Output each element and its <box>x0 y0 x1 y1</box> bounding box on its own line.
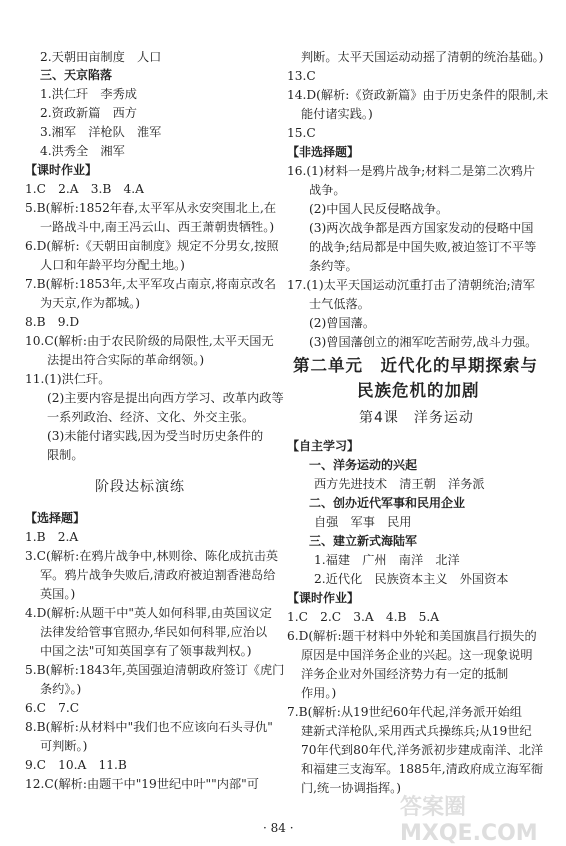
text-line: 1.福建 广州 南洋 北洋 <box>314 553 460 567</box>
section-heading: 【课时作业】 <box>287 591 360 605</box>
text-line: 能付诸实践。) <box>301 107 373 121</box>
page-number: · 84 · <box>263 821 294 835</box>
text-line: 判断。太平天国运动动摇了清朝的统治基础。) <box>301 50 544 64</box>
text-line: 战争。 <box>309 183 346 197</box>
section-title: 阶段达标演练 <box>95 479 185 495</box>
subsection-heading: 一、洋务运动的兴起 <box>309 458 418 472</box>
text-line: 11.(1)洪仁玕。 <box>25 372 111 386</box>
section-heading: 【课时作业】 <box>25 163 98 177</box>
text-line: 8.B 9.D <box>25 315 80 329</box>
text-line: 6.C 7.C <box>25 701 80 715</box>
text-line: 6.D(解析:《天朝田亩制度》规定不分男女,按照 <box>25 239 279 253</box>
section-heading: 三、天京陷落 <box>40 68 113 82</box>
text-line: 自强 军事 民用 <box>314 515 412 529</box>
text-line: 7.B(解析:1853年,太平军攻占南京,将南京改名 <box>25 277 277 291</box>
text-line: 5.B(解析:1843年,英国强迫清朝政府签订《虎门 <box>25 663 285 677</box>
text-line: 法律发给管事官照办,华民如何科罪,应治以 <box>40 625 268 639</box>
text-line: 建新式洋枪队,采用西式兵操练兵;从19世纪 <box>301 724 532 738</box>
text-line: 和福建三支海军。1885年,清政府成立海军衙 <box>301 762 544 776</box>
text-line: 一路战斗中,南王冯云山、西王萧朝贵牺牲。) <box>40 220 275 234</box>
text-line: 西方先进技术 清王朝 洋务派 <box>314 477 485 491</box>
text-line: 2.近代化 民族资本主义 外国资本 <box>314 572 509 586</box>
text-line: 中国之法"可知英国享有了领事裁判权。) <box>40 644 252 658</box>
section-heading: 【非选择题】 <box>287 145 360 159</box>
lesson-title: 第4课 洋务运动 <box>359 410 474 426</box>
text-line: 14.D(解析:《资政新篇》由于历史条件的限制,未 <box>287 88 549 102</box>
text-line: 1.C 2.C 3.A 4.B 5.A <box>287 610 440 624</box>
text-line: 12.C(解析:由题干中"19世纪中叶""内部"可 <box>25 777 259 791</box>
text-line: 3.湘军 洋枪队 淮军 <box>40 125 162 139</box>
text-line: 8.B(解析:从材料中"我们也不应该向石头寻仇" <box>25 720 273 734</box>
text-line: 一系列政治、经济、文化、外交主张。 <box>47 410 255 424</box>
text-line: 英国。) <box>40 587 76 601</box>
text-line: 士气低落。 <box>309 297 370 311</box>
text-line: 2.资政新篇 西方 <box>40 106 137 120</box>
text-line: 70年代到80年代,洋务派初步建成南洋、北洋 <box>301 743 544 757</box>
text-line: 条约等。 <box>309 259 358 273</box>
text-line: 16.(1)材料一是鸦片战争;材料二是第二次鸦片 <box>287 164 535 178</box>
text-line: 1.洪仁玕 李秀成 <box>40 87 137 101</box>
text-line: 4.洪秀全 湘军 <box>40 144 125 158</box>
text-line: 可判断。) <box>40 739 88 753</box>
text-line: 作用。) <box>301 686 337 700</box>
section-heading: 【自主学习】 <box>287 439 360 453</box>
text-line: (3)两次战争都是西方国家发动的侵略中国 <box>309 221 534 235</box>
subsection-heading: 三、建立新式海陆军 <box>309 534 418 548</box>
text-line: 原因是中国洋务企业的兴起。这一现象说明 <box>301 648 533 662</box>
text-line: (2)曾国藩。 <box>309 316 376 330</box>
text-line: 的战争;结局都是中国失败,被迫签订不平等 <box>309 240 537 254</box>
text-line: 3.C(解析:在鸦片战争中,林则徐、陈化成抗击英 <box>25 549 279 563</box>
text-line: 5.B(解析:1852年春,太平军从永安突围北上,在 <box>25 201 277 215</box>
unit-title: 民族危机的加剧 <box>357 381 480 400</box>
text-line: 为天京,作为都城。) <box>40 296 141 310</box>
text-line: 军。鸦片战争失败后,清政府被迫割香港岛给 <box>40 568 276 582</box>
text-line: 洋务企业对外国经济势力有一定的抵制 <box>301 667 509 681</box>
watermark: 答案圈 MXQE.COM <box>400 795 538 846</box>
text-line: 2.天朝田亩制度 人口 <box>40 50 162 64</box>
text-line: (3)未能付诸实践,因为受当时历史条件的 <box>47 429 264 443</box>
text-line: 1.B 2.A <box>25 530 79 544</box>
text-line: 10.C(解析:由于农民阶级的局限性,太平天国无 <box>25 334 274 348</box>
text-line: 条约》。) <box>40 682 82 696</box>
text-line: (3)曾国藩创立的湘军吃苦耐劳,战斗力强。 <box>309 335 538 349</box>
text-line: (2)中国人民反侵略战争。 <box>309 202 449 216</box>
text-line: 限制。 <box>47 448 84 462</box>
text-line: 法提出符合实际的革命纲领。) <box>47 353 205 367</box>
unit-title: 第二单元 近代化的早期探索与 <box>293 356 538 375</box>
text-line: 4.D(解析:从题干中"英人如何科罪,由英国议定 <box>25 606 272 620</box>
text-line: 人口和年龄平均分配土地。) <box>40 258 185 272</box>
text-line: 1.C 2.A 3.B 4.A <box>25 182 144 196</box>
text-line: (2)主要内容是提出向西方学习、改革内政等 <box>47 391 284 405</box>
text-line: 6.D(解析:题干材料中外轮和美国旗昌行损失的 <box>287 629 537 643</box>
text-line: 9.C 10.A 11.B <box>25 758 127 772</box>
section-heading: 【选择题】 <box>25 511 86 525</box>
subsection-heading: 二、创办近代军事和民用企业 <box>309 496 466 510</box>
text-line: 门,统一协调指挥。) <box>301 781 402 795</box>
text-line: 7.B(解析:从19世纪60年代起,洋务派开始组 <box>287 705 522 719</box>
text-line: 15.C <box>287 126 316 140</box>
text-line: 13.C <box>287 69 316 83</box>
text-line: 17.(1)太平天国运动沉重打击了清朝统治;清军 <box>287 278 535 292</box>
